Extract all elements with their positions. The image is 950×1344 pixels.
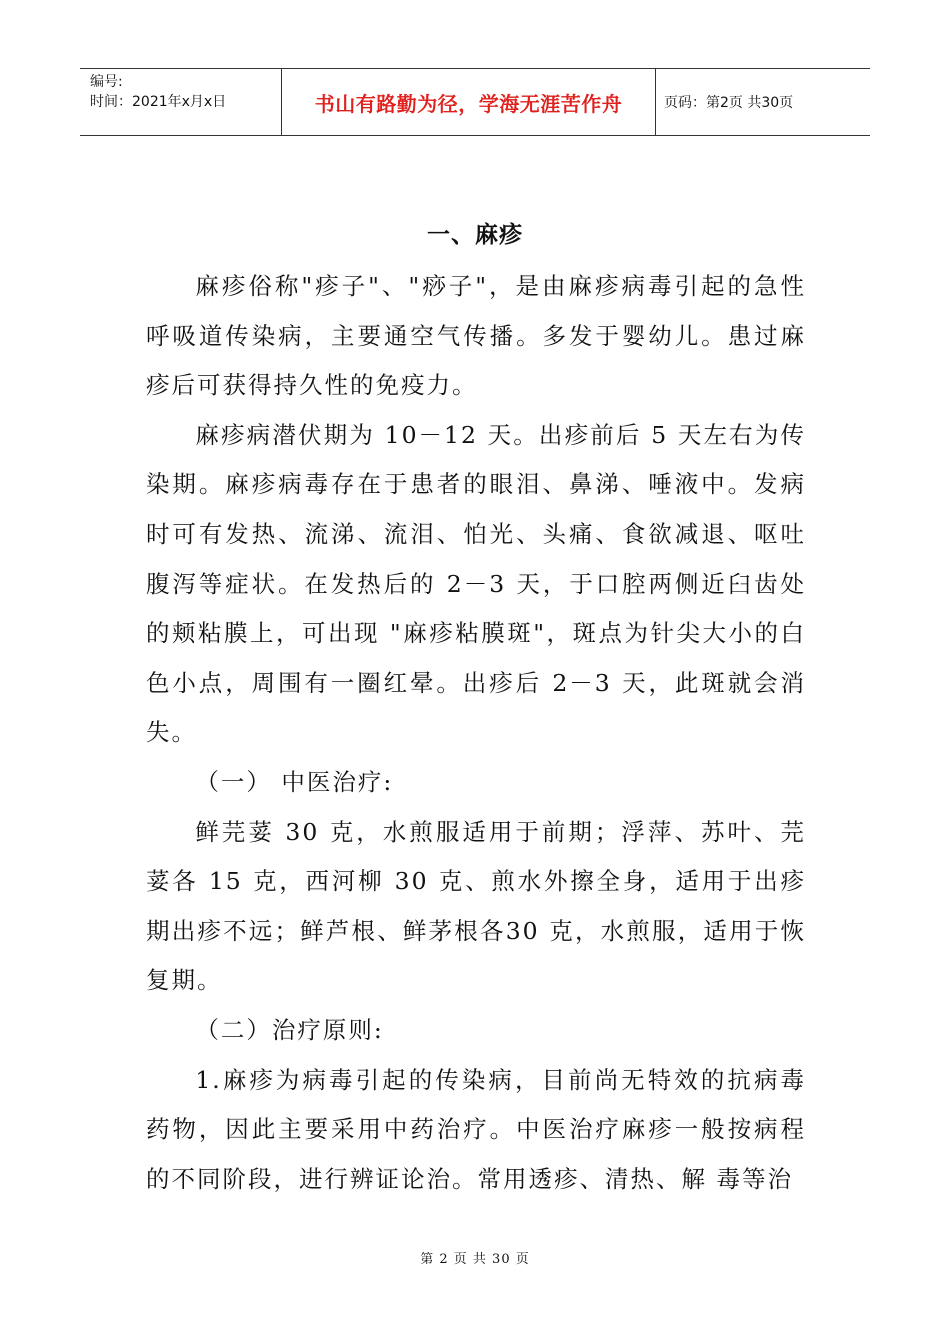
document-title: 一、麻疹 [427,221,523,248]
header-meta [80,69,281,135]
section-heading-principles: （二）治疗原则: [195,1015,384,1044]
document-body [146,262,806,1204]
header-page-info-cell [656,69,870,135]
paragraph-principle-1: 1.麻疹为病毒引起的传染病，目前尚无特效的抗病毒药物，因此主要采用中药治疗。中医治疗麻疹一般按病程的不同阶段，进行辨证论治。常用透疹、清热、解 毒等治 [146,1065,806,1193]
page-footer: 第 2 页 共 30 页 [420,1252,530,1267]
paragraph-tcm-treatment: 鲜芫荽 30 克，水煎服适用于前期；浮萍、苏叶、芫荽各 15 克，西河柳 30 克、煎水外擦全身，适用于出疹期出疹不远；鲜芦根、鲜茅根各30 克，水煎服，适用于恢复期。 [146,817,806,995]
page-header [80,68,870,136]
paragraph-intro: 麻疹俗称"疹子"、"痧子"，是由麻疹病毒引起的急性呼吸道传染病，主要通空气传播。多发于婴幼儿。患过麻疹后可获得持久性的免疫力。 [146,272,806,400]
header-motto-cell [281,69,656,135]
paragraph-incubation: 麻疹病潜伏期为 10－12 天。出疹前后 5 天左右为传染期。麻疹病毒存在于患者的眼泪、鼻涕、唾液中。发病时可有发热、流涕、流泪、怕光、头痛、食欲减退、呕吐腹泻等症状。在发热后的 2－3 天，于口腔两侧近臼齿处的颊粘膜上，可出现 "麻疹粘膜斑"，斑点为针尖大小的白色小点，周围有一圈红晕。出疹后 2－3 天，此斑就会消失。 [146,420,806,747]
header-page-info: 页码：第2页 共30页 [664,95,794,111]
section-heading-tcm: （一） 中医治疗: [195,767,394,796]
header-motto: 书山有路勤为径，学海无涯苦作舟 [314,91,623,116]
document-time-label: 时间：2021年x月x日 [90,94,227,110]
document-number-label: 编号: [90,74,123,90]
